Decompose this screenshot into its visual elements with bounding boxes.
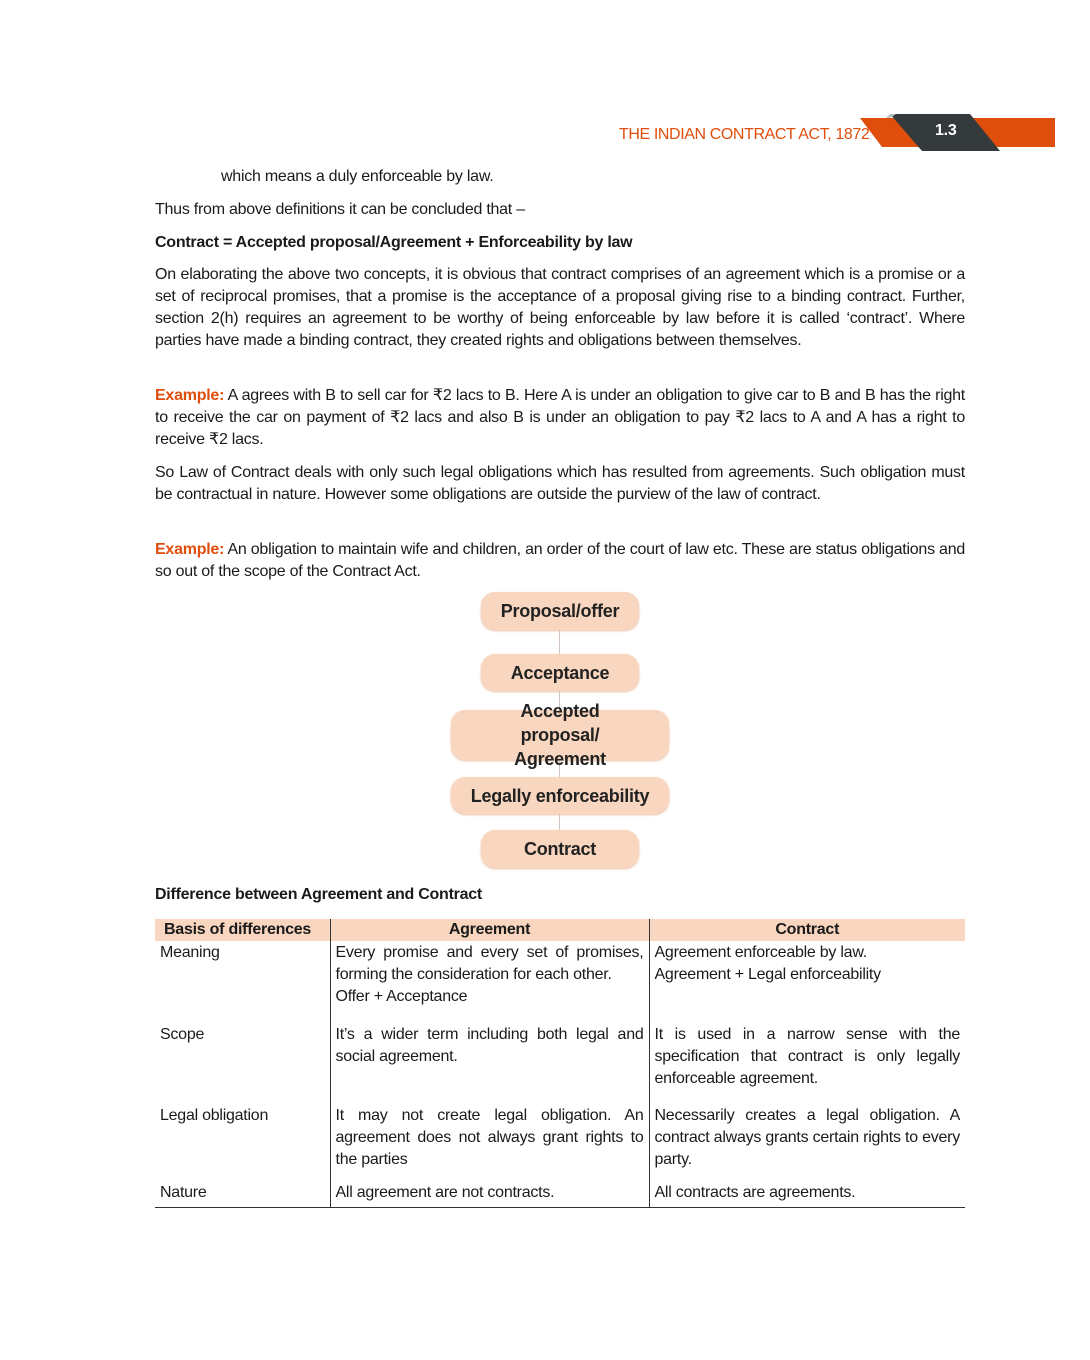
- cell: Legal obligation: [155, 1104, 330, 1181]
- cell: [330, 941, 649, 1023]
- header-banner: [860, 110, 1060, 152]
- header-basis: Basis of differences: [155, 919, 330, 941]
- running-header-title: THE INDIAN CONTRACT ACT, 1872: [619, 126, 870, 143]
- cell: All agreement are not contracts.: [330, 1181, 649, 1208]
- cell: Nature: [155, 1181, 330, 1208]
- example-text: An obligation to maintain wife and children, an order of the court of law etc. These are status obligations and so out of the scope of the Contract Act.: [155, 541, 965, 580]
- flow-box-contract: Contract: [481, 830, 639, 868]
- text-line: Thus from above definitions it can be concluded that –: [155, 201, 525, 218]
- table-row: [155, 1104, 965, 1181]
- cell: [649, 941, 965, 1023]
- cell-text: Agreement enforceable by law.: [654, 944, 867, 961]
- example-paragraph: [155, 385, 965, 451]
- table-title: Difference between Agreement and Contract: [155, 886, 483, 903]
- header-agreement: Agreement: [330, 919, 649, 941]
- flow-box-acceptance: Acceptance: [481, 654, 639, 691]
- cell: Necessarily creates a legal obligation. A contract always grants certain rights to every party.: [654, 1107, 960, 1168]
- table-header-row: [155, 919, 965, 941]
- formula: Contract = Accepted proposal/Agreement + Enforceability by law: [155, 234, 633, 251]
- text-line: which means a duly enforceable by law.: [221, 168, 494, 185]
- flow-box-proposal: Proposal/offer: [481, 592, 639, 630]
- table-row: [155, 941, 965, 1023]
- cell: It is used in a narrow sense with the specification that contract is only legally enforceable agreement.: [654, 1026, 960, 1087]
- cell: All contracts are agreements.: [649, 1181, 965, 1208]
- example-label: Example:: [155, 387, 225, 404]
- cell-text: Every promise and every set of promises, forming the consideration for each other.: [335, 944, 644, 983]
- table-row: [155, 1181, 965, 1208]
- cell-text: Agreement + Legal enforceability: [654, 966, 881, 983]
- cell: It’s a wider term including both legal and social agreement.: [330, 1023, 649, 1104]
- page-number: 1.3: [935, 122, 957, 139]
- cell: It may not create legal obligation. An agreement does not always grant rights to the parties: [330, 1104, 649, 1181]
- table-row: [155, 1023, 965, 1104]
- cell: Meaning: [155, 941, 330, 1023]
- difference-table: [155, 919, 965, 1208]
- cell-text: Offer + Acceptance: [335, 988, 468, 1005]
- example-label: Example:: [155, 541, 225, 558]
- example-text: A agrees with B to sell car for ₹2 lacs to B. Here A is under an obligation to give car to B and B has the right to receive the car on payment of ₹2 lacs and also B is under an obligation to pay ₹2 lacs to A and A has a right to receive ₹2 lacs.: [155, 387, 965, 448]
- paragraph: On elaborating the above two concepts, it is obvious that contract comprises of an agreement which is a promise or a set of reciprocal promises, that a promise is the acceptance of a proposal giving rise to a binding contract. Further, section 2(h) requires an agreement to be worthy of being enforceable by law before it is called ‘contract’. Where parties have made a binding contract, they created rights and obligations between themselves.: [155, 266, 965, 349]
- flow-box-agreement: Accepted proposal/ Agreement: [451, 710, 669, 760]
- flow-box-enforceability: Legally enforceability: [451, 777, 669, 814]
- header-contract: Contract: [649, 919, 965, 941]
- example-paragraph: [155, 539, 965, 583]
- paragraph: So Law of Contract deals with only such legal obligations which has resulted from agreements. Such obligation must be contractual in nature. However some obligations are outside the purview of the law of contract.: [155, 464, 965, 503]
- cell: Scope: [155, 1023, 330, 1104]
